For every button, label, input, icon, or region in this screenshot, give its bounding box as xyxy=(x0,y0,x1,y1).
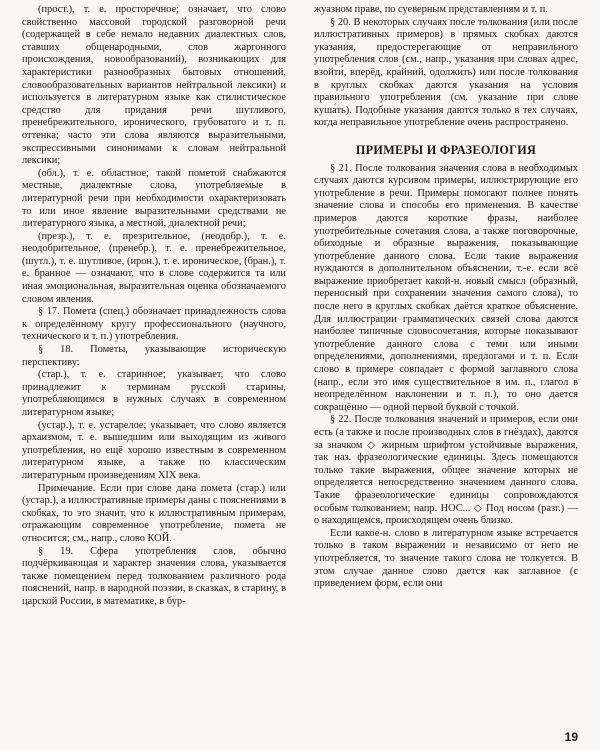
right-column xyxy=(314,4,578,730)
paragraph-obl: (обл.), т. е. областное; такой пометой снабжаются местные, диалектные слова, употребляемые в литературной речи при необходимости охарактеризовать то или иное явление выразительными средствами не литературного языка, а местной, диалектной речи; xyxy=(22,167,286,230)
paragraph-section-17: § 17. Помета (спец.) обозначает принадлежность слова к определённому кругу профессионального (научного, технического и т. п.) употребления. xyxy=(22,306,286,343)
paragraph-prezr: (презр.), т. е. презрительное, (неодобр.), т. е. неодобрительное, (пренебр.), т. е. пренебрежительное, (шутл.), т. е. шутливое, (ирон.), т. е. ироническое, (бран.), т. е. бранное — означают, что в слове содержится та или иная эмоциональная, выразительная оценка обозначаемого словом явления. xyxy=(22,230,286,305)
paragraph-ustar: (устар.), т. е. устарелое; указывает, что слово является архаизмом, т. е. вышедшим или выходящим из живого употребления, но ещё хорошо известным в современном литературном языке, а также по классическим литературным произведениям XIX века. xyxy=(22,419,286,481)
left-column xyxy=(22,4,286,730)
paragraph-section-20: § 20. В некоторых случаях после толкования (или после иллюстративных примеров) в прямых скобках даются указания, предостерегающие от неправильного употребления слов (см., напр., указания при словах а́дрес, взойти́, вперёд, кра́йний, одолжи́ть) или после толкования в круглых скобках даются указания на условия правильного употребления (см. указание при слове куша́ть). Подобные указания даются только в тех случаях, когда неправильное употребление очень распространено. xyxy=(314,16,578,129)
section-heading: ПРИМЕРЫ И ФРАЗЕОЛОГИЯ xyxy=(355,142,537,157)
paragraph-star: (стар.), т. е. старинное; указывает, что слово принадлежит к терминам русской старины, употребляющимся в нужных случаях в современном литературном языке; xyxy=(22,369,286,418)
paragraph-section-21: § 21. После толкования значения слова в необходимых случаях даются курсивом примеры, иллюстрирующие его употребление в речи. Примеры помогают полнее понять значение слова и способы его применения. В качестве примеров даются короткие фразы, наиболее употребительные сочетания слова, а также поговорочные, обиходные и образные выражения, показывающие употребление данного слова. Если такие выражения нуждаются в дополнительном объяснении, т.-е. если всё выражение приобретает какой-н. новый смысл (образный, переносный при сохранении значения самого слова), то после него в круглых скобках даётся краткое объяснение. Для иллюстрации грамматических связей слова даются наиболее типичные словосочетания, которые показывают употребление данного слова с теми или иными определениями, дополнениями, предлогами и т. п. Если слово в примере совпадает с формой заглавного слова (напр., если это имя существительное в им. п., глагол в неопределённом наклонении и т. п.), то оно дается сокращённо — одной первой буквой с точкой. xyxy=(314,162,578,413)
page-number: 19 xyxy=(564,730,578,744)
paragraph-closing: Если какое-н. слово в литературном языке встречается только в таком выражении и независимо от него не употребляется, то значение такого слова не толкуется. В этом случае данное слово дается как заглавное (с приведением форм, если они xyxy=(314,527,578,590)
paragraph-section-19: § 19. Сфера употребления слов, обычно подчёркивающая и характер значения слова, указывается также помещением перед толкованием различного рода пояснений, напр. в народной поэзии, в сказках, в старину, в царской России, в математике, в бур- xyxy=(22,545,286,607)
paragraph-prost: (прост.), т. е. просторечное; означает, что слово свойственно массовой городской разговорной речи (содержащей в себе немало недавних диалектных слов, ставших общенародными, слов жаргонного происхождения, новообразований), возникающих для характеристики разнообразных бытовых отношений, словообразовательных вариантов нейтральной лексики) и используется в литературном языке как стилистическое средство для придания речи шутливого, пренебрежительного, иронического, грубоватого и т. п. оттенка; часто эти слова являются выразительными, экспрессивными синонимами к словам нейтральной лексики; xyxy=(22,4,286,167)
paragraph-section-18: § 18. Пометы, указывающие историческую перспективу: xyxy=(22,344,286,368)
paragraph-section-22: § 22. После толкования значений и примеров, если они есть (а также и после производных слов в гнёздах), даются за значком ◇ жирным шрифтом устойчивые выражения, так наз. фразеологические единицы. Здесь помещаются только такие выражения, общее значение которых не определяется непосредственно значением данного слова. Такие фразеологические единицы сопровождаются особым толкованием; напр. НОС... ◇ Под носом (разг.) — о находящемся, происходящем очень близко. xyxy=(314,414,578,527)
paragraph-continuation: жуазном праве, по суеверным представлениям и т. п. xyxy=(314,4,548,15)
paragraph-note: Примечание. Если при слове дана помета (стар.) или (устар.), а иллюстративные примеры даны с пояснениями в скобках, то это значит, что к иллюстративным примерам, отражающим современное употребление, помета не относится; см., напр., слово КОЙ. xyxy=(22,482,286,544)
